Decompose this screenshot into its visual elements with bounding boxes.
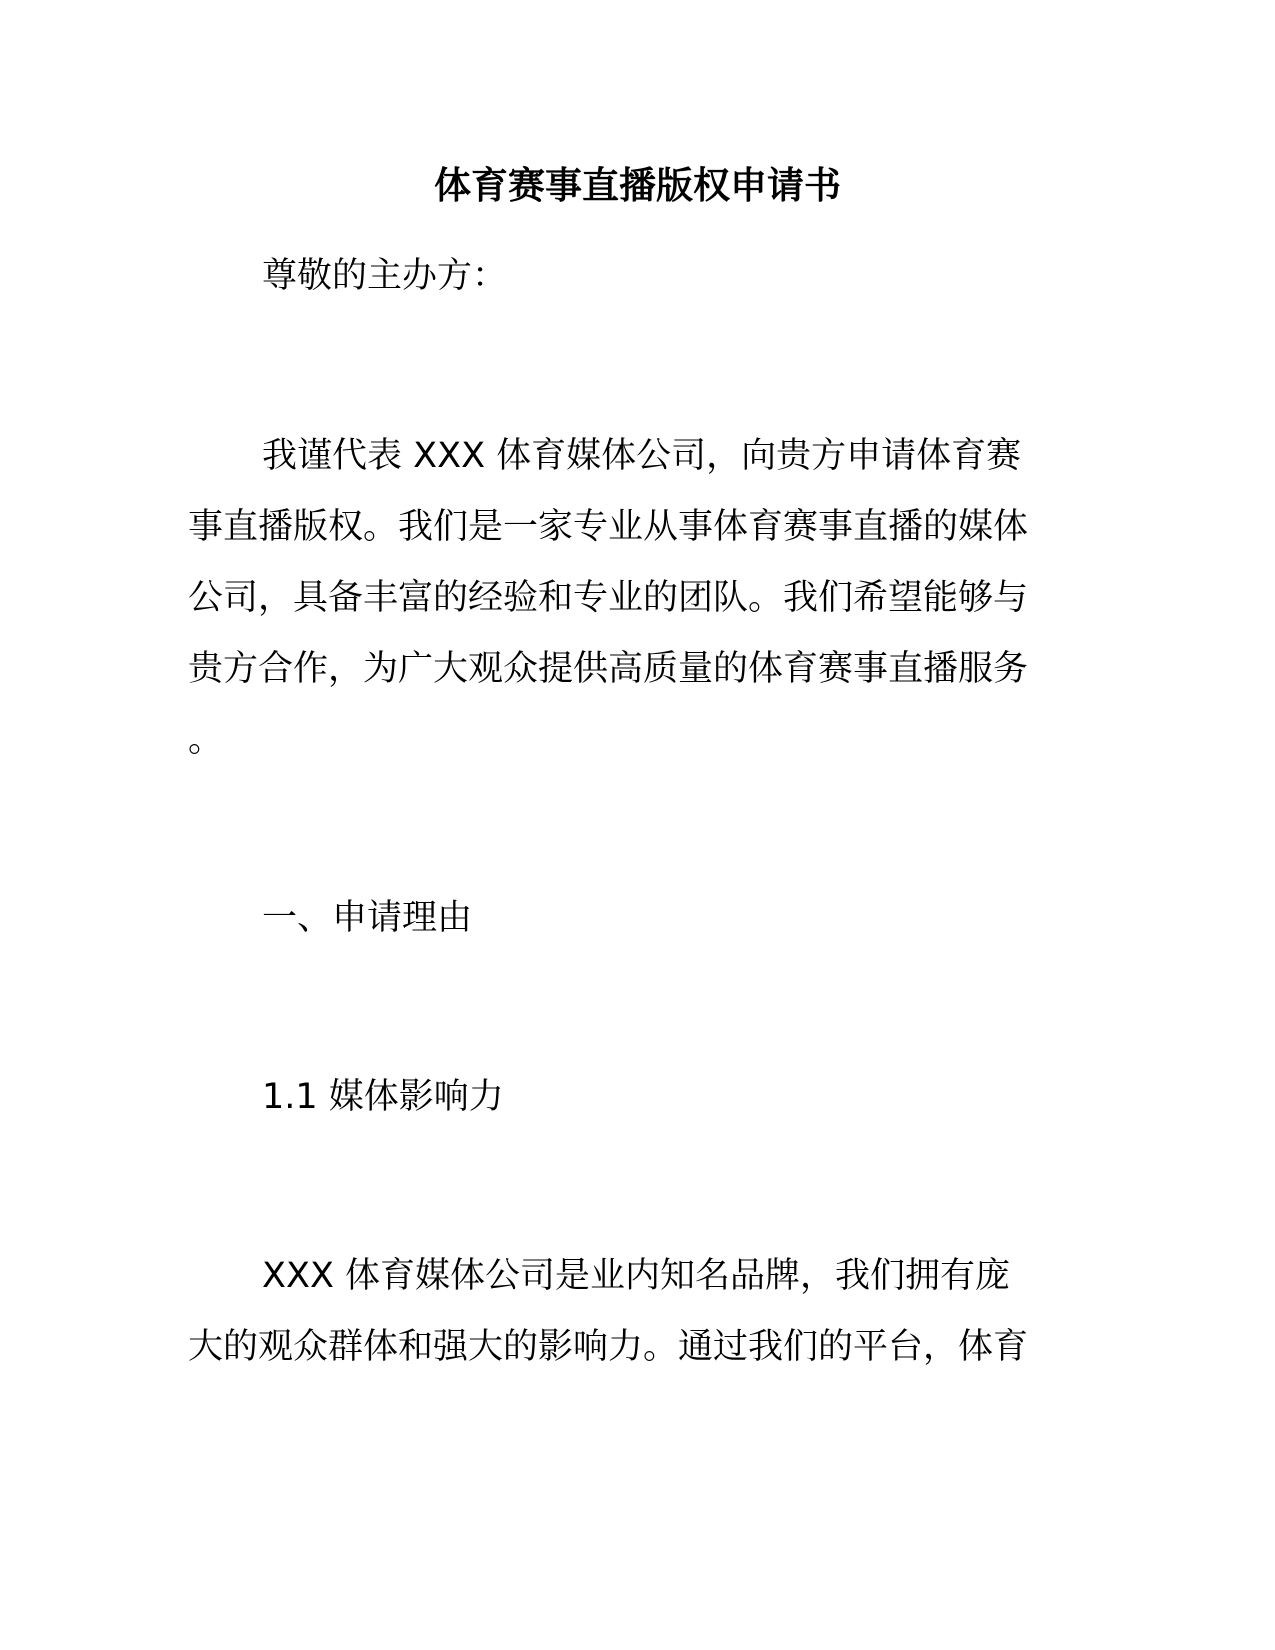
document-title: 体育赛事直播版权申请书 bbox=[434, 164, 841, 207]
section-heading: 一、申请理由 bbox=[262, 898, 473, 938]
subsection-heading: 1.1 媒体影响力 bbox=[262, 1077, 504, 1117]
paragraph-line: 大的观众群体和强大的影响力。通过我们的平台，体育 bbox=[188, 1327, 1029, 1367]
paragraph-line: 公司，具备丰富的经验和专业的团队。我们希望能够与 bbox=[188, 578, 1029, 618]
paragraph-line: 我谨代表 XXX 体育媒体公司，向贵方申请体育赛 bbox=[262, 436, 1022, 476]
paragraph-line: XXX 体育媒体公司是业内知名品牌，我们拥有庞 bbox=[262, 1256, 1011, 1296]
paragraph-line: 贵方合作，为广大观众提供高质量的体育赛事直播服务 bbox=[188, 649, 1029, 689]
paragraph-line: 。 bbox=[188, 720, 224, 760]
salutation: 尊敬的主办方： bbox=[262, 256, 508, 296]
paragraph-line: 事直播版权。我们是一家专业从事体育赛事直播的媒体 bbox=[188, 507, 1029, 547]
